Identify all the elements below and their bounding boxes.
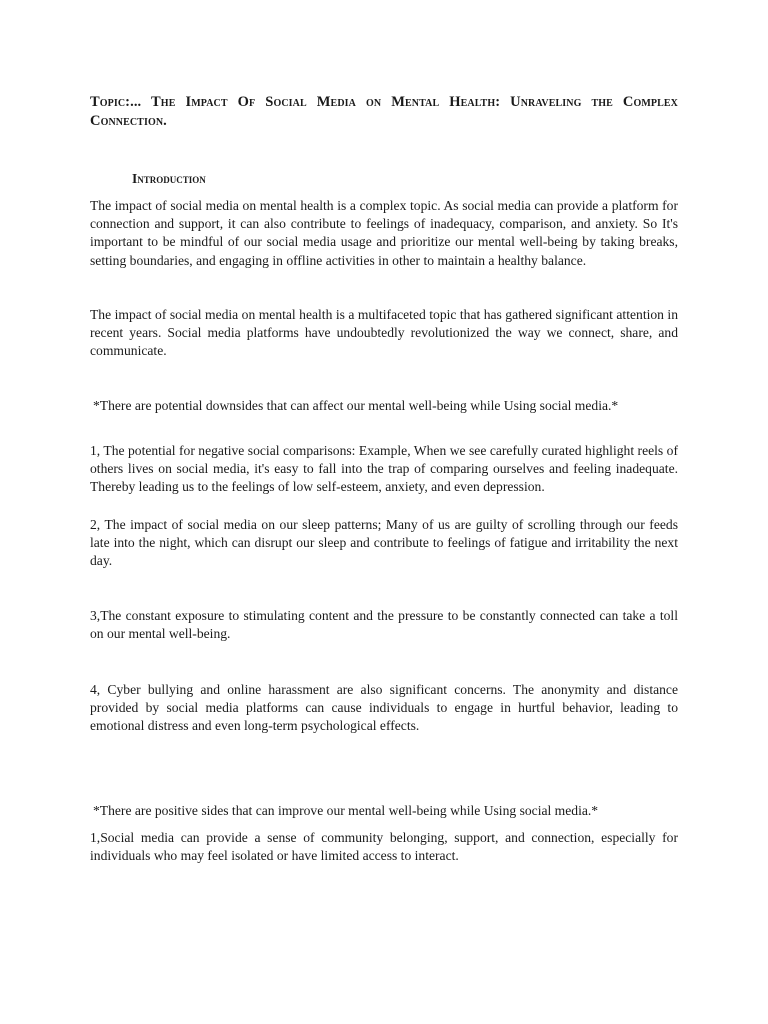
positives-heading: *There are positive sides that can improve our mental well-being while Using social media.* xyxy=(93,803,599,818)
downside-item-2: 2, The impact of social media on our sleep patterns; Many of us are guilty of scrolling through our feeds late into the night, which can disrupt our sleep and contribute to feelings of fatigue and irritability the next day. xyxy=(90,517,678,569)
document-title: Topic:... The Impact Of Social Media on Mental Health: Unraveling the Complex Connection. xyxy=(90,94,678,129)
section-heading-introduction: Introduction xyxy=(132,171,206,186)
positive-item-1: 1,Social media can provide a sense of community belonging, support, and connection, especially for individuals who may feel isolated or have limited access to interact. xyxy=(90,830,678,864)
downside-item-3: 3,The constant exposure to stimulating content and the pressure to be constantly connected can take a toll on our mental well-being. xyxy=(90,608,678,642)
downside-item-1: 1, The potential for negative social comparisons: Example, When we see carefully curated highlight reels of others lives on social media, it's easy to fall into the trap of comparing ourselves and feeling inadequate. Thereby leading us to the feelings of low self-esteem, anxiety, and even depression. xyxy=(90,443,678,495)
downside-item-4: 4, Cyber bullying and online harassment are also significant concerns. The anonymity and distance provided by social media platforms can cause individuals to engage in hurtful behavior, leading to emotional distress and even long-term psychological effects. xyxy=(90,682,678,734)
intro-paragraph-1: The impact of social media on mental health is a complex topic. As social media can provide a platform for connection and support, it can also contribute to feelings of inadequacy, comparison, and anxiety. So It's important to be mindful of our social media usage and prioritize our mental well-being by taking breaks, setting boundaries, and engaging in offline activities in other to maintain a healthy balance. xyxy=(90,198,678,268)
downsides-heading: *There are potential downsides that can affect our mental well-being while Using social media.* xyxy=(93,398,619,413)
intro-paragraph-2: The impact of social media on mental health is a multifaceted topic that has gathered significant attention in recent years. Social media platforms have undoubtedly revolutionized the way we connect, share, and communicate. xyxy=(90,307,678,359)
